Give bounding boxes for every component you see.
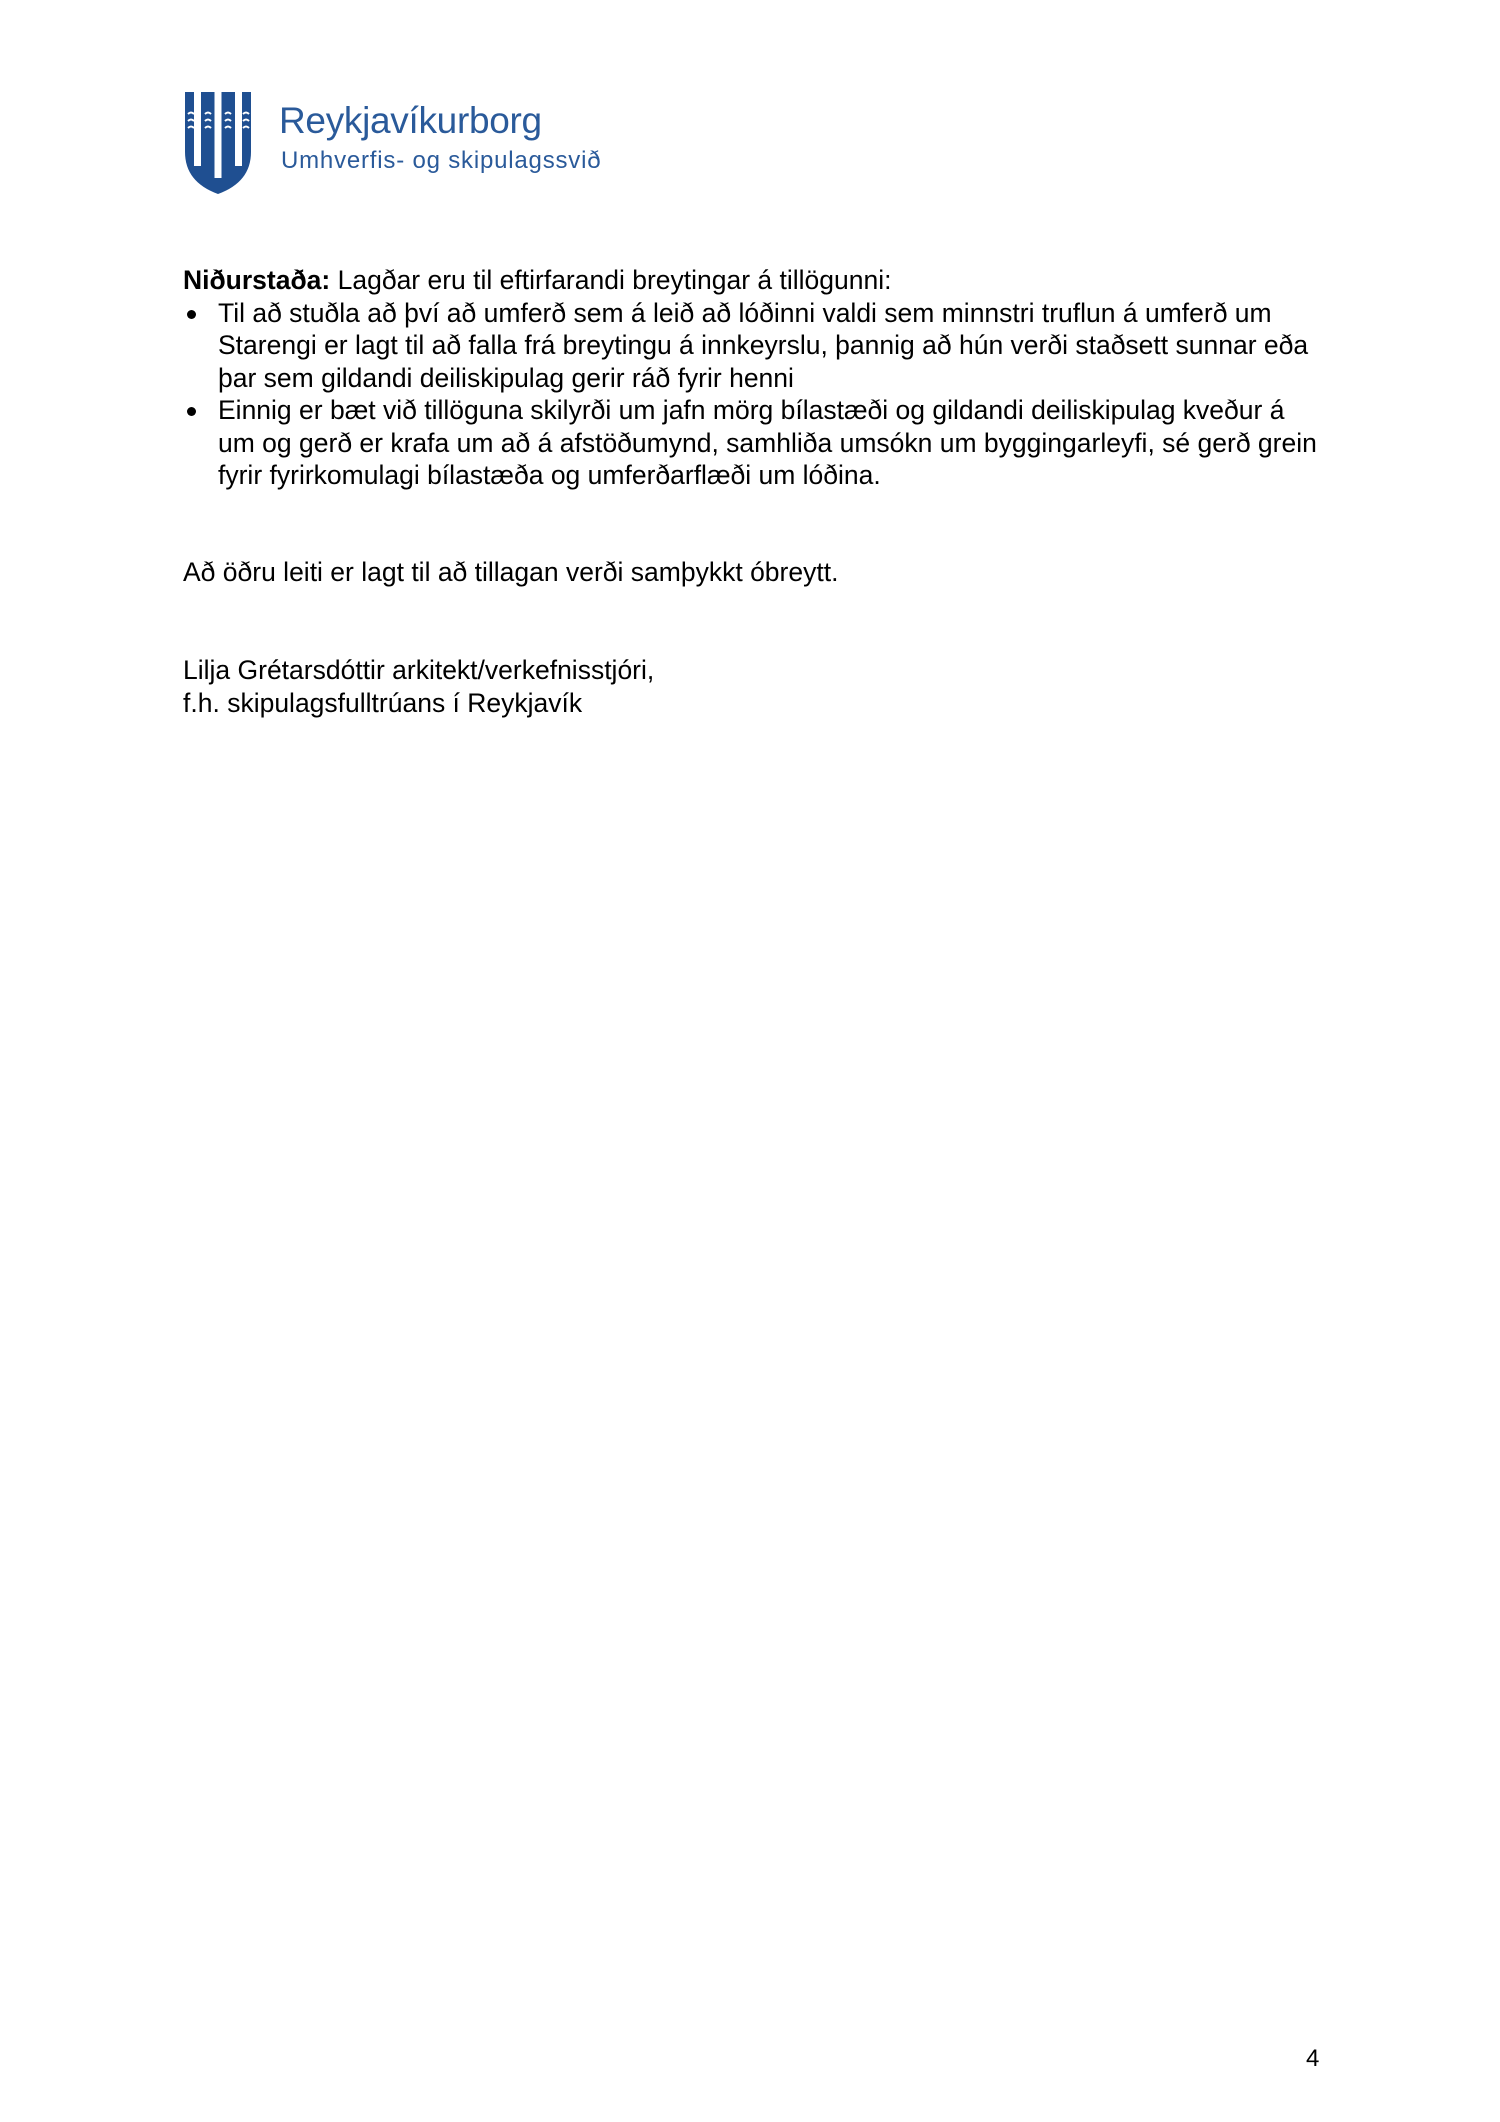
list-item xyxy=(183,297,1323,395)
page-number: 4 xyxy=(1306,2045,1320,2072)
signature-title: f.h. skipulagsfulltrúans í Reykjavík xyxy=(183,687,583,718)
bullet-icon xyxy=(187,407,196,416)
list-item xyxy=(183,394,1323,492)
list-item-text: Til að stuðla að því að umferð sem á leið að lóðinni valdi sem minnstri truflun á umferð um Starengi er lagt til að falla frá breytingu á innkeyrslu, þannig að hún verði staðsett sunnar eða þar sem gildandi deiliskipulag gerir ráð fyrir henni xyxy=(218,297,1309,393)
remainder-paragraph: Að öðru leiti er lagt til að tillagan verði samþykkt óbreytt. xyxy=(183,557,839,587)
department-name: Umhverfis- og skipulagssvið xyxy=(281,147,602,174)
reykjavik-crest-icon xyxy=(183,90,253,196)
conclusion-list xyxy=(183,297,1323,492)
conclusion-heading xyxy=(183,264,1323,297)
signature-name: Lilja Grétarsdóttir arkitekt/verkefnisstjóri, xyxy=(183,655,655,685)
bullet-icon xyxy=(187,310,196,319)
organization-name: Reykjavíkurborg xyxy=(279,100,542,141)
letterhead xyxy=(183,90,653,200)
conclusion-section xyxy=(183,264,1323,492)
signature-block xyxy=(183,654,654,719)
list-item-text: Einnig er bæt við tillöguna skilyrði um jafn mörg bílastæði og gildandi deiliskipulag kveður á um og gerð er krafa um að á afstöðumynd, samhliða umsókn um byggingarleyfi, sé gerð grein fyrir fyrirkomulagi bílastæða og umferðarflæði um lóðina. xyxy=(218,395,1317,490)
conclusion-label: Niðurstaða: xyxy=(183,265,331,295)
conclusion-intro: Lagðar eru til eftirfarandi breytingar á tillögunni: xyxy=(330,265,892,295)
